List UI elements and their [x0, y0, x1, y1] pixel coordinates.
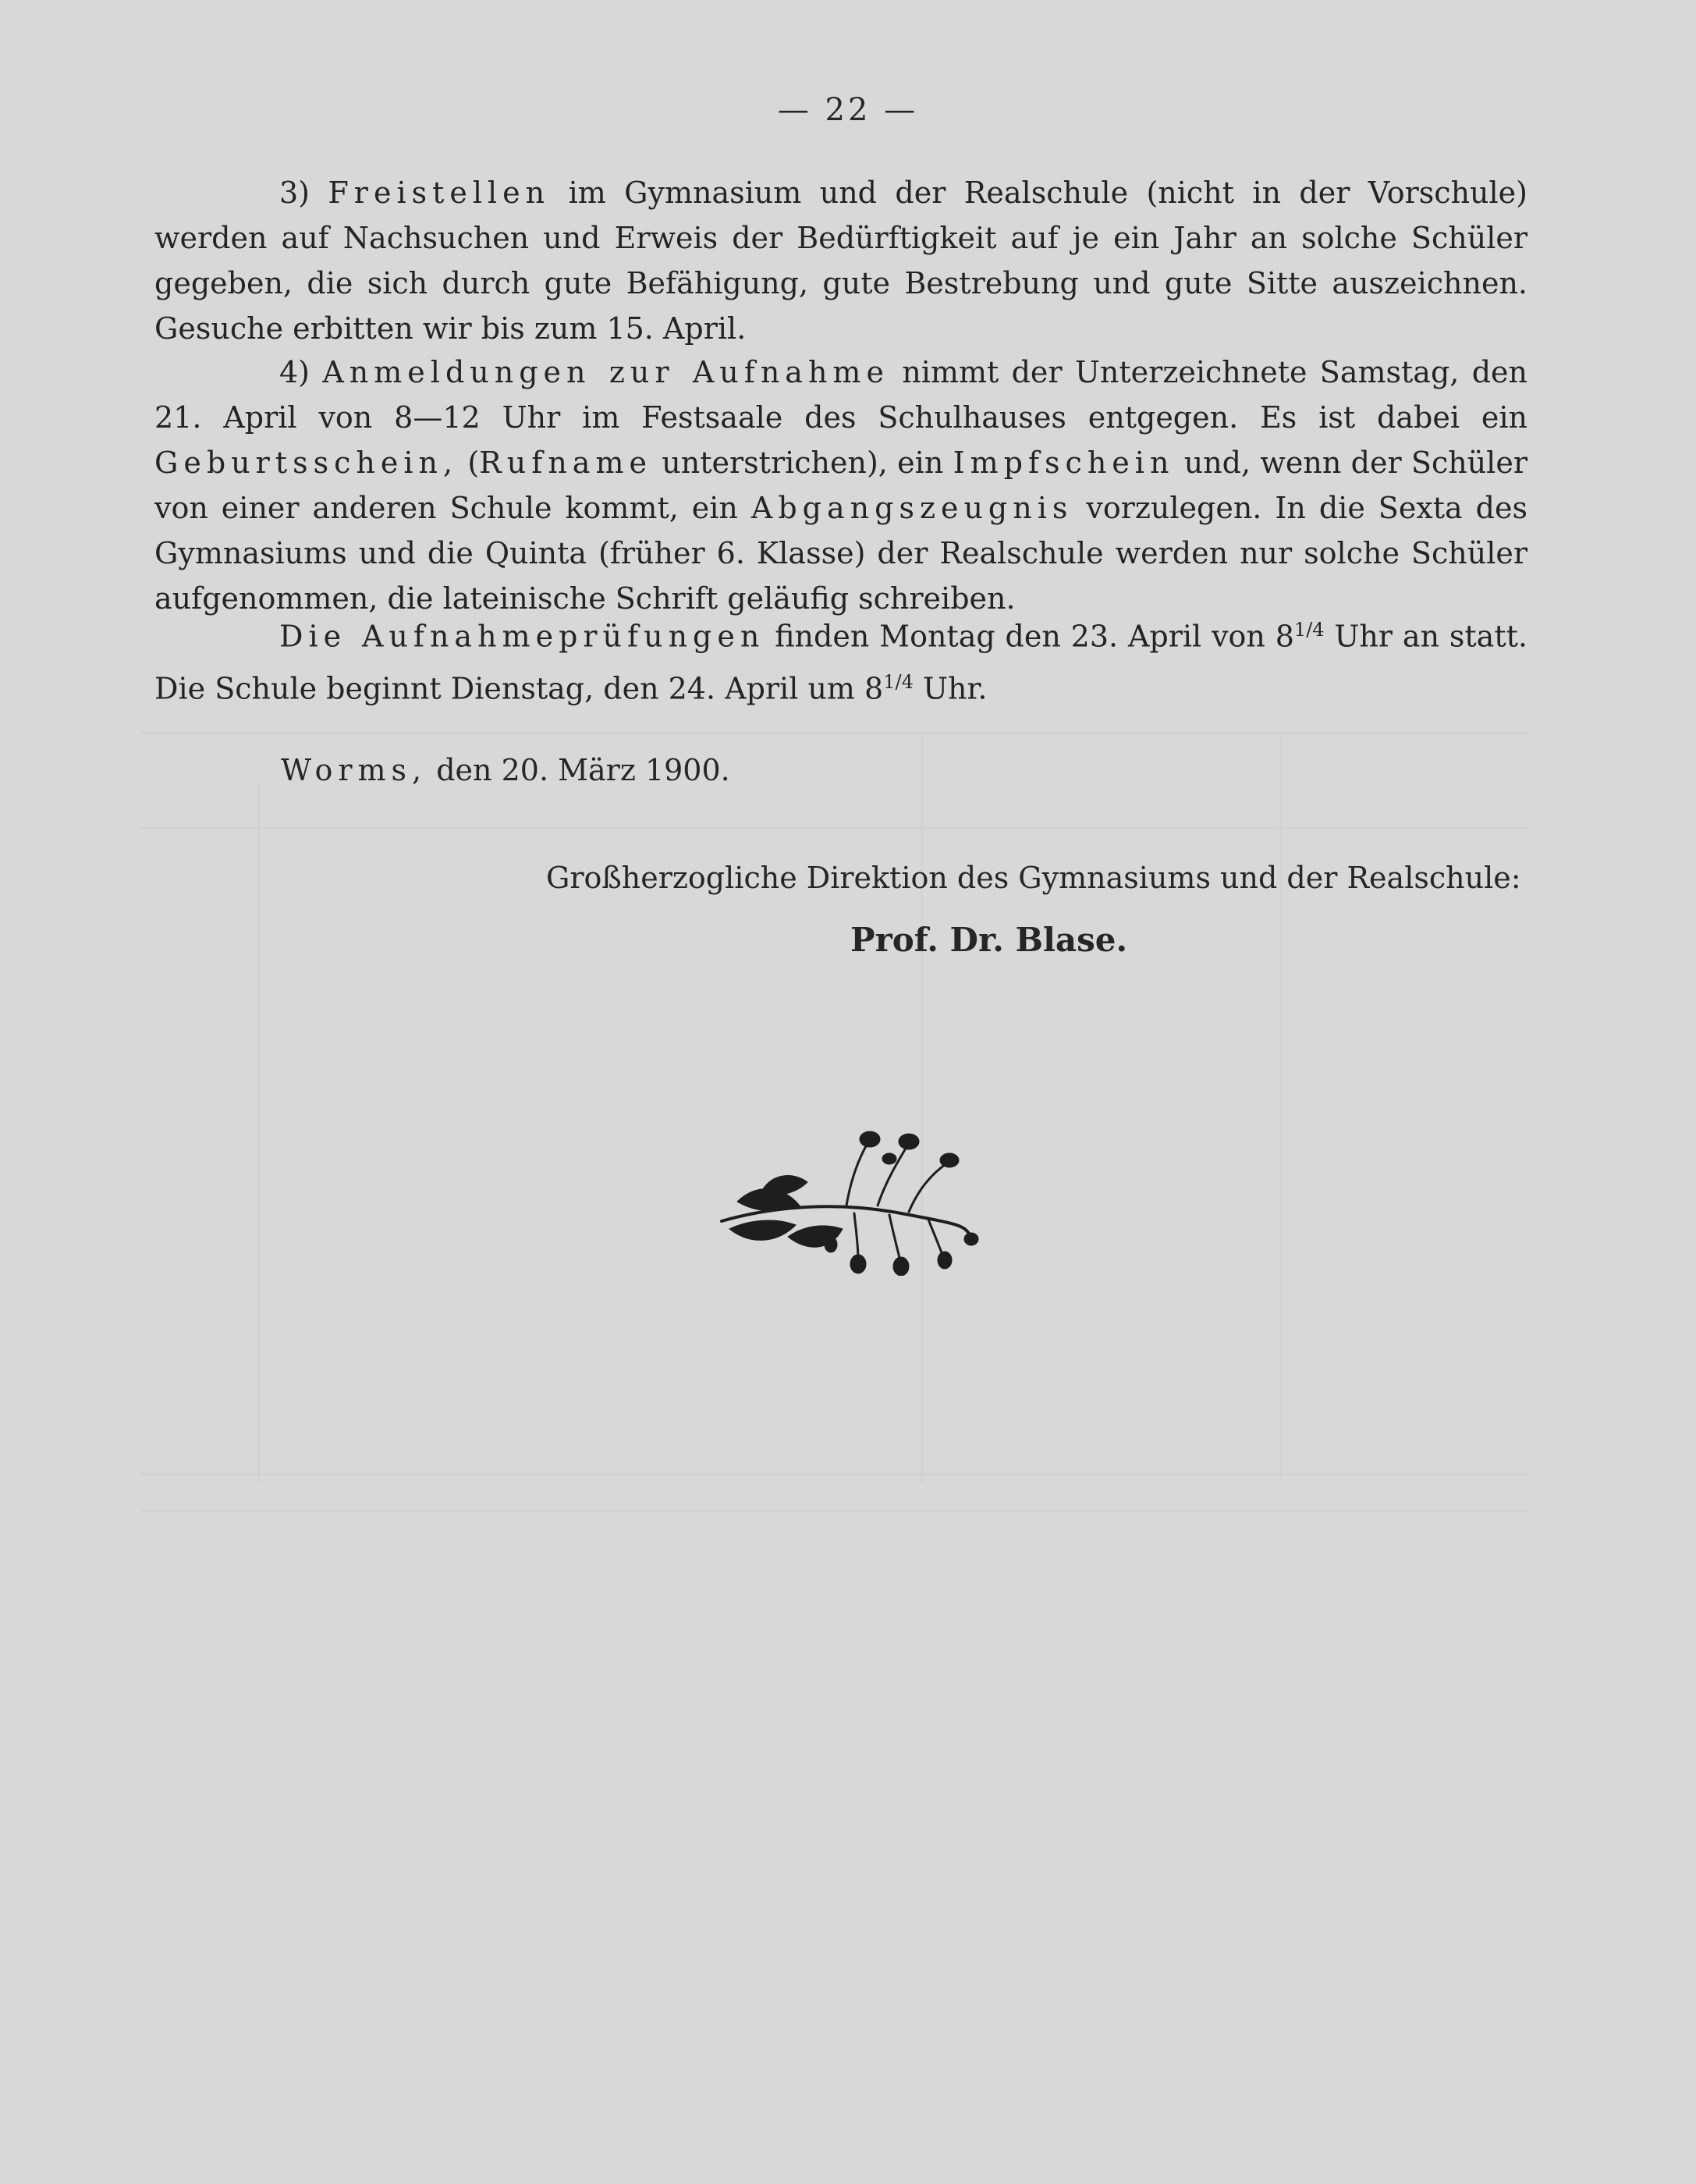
exams-text: Uhr an statt. Die Schule beginnt Dienstag, den 24. April um 8: [154, 619, 1527, 706]
exams-fraction: 1/4: [1293, 619, 1325, 641]
signature-name: Prof. Dr. Blase.: [850, 921, 1128, 959]
section-3: [154, 170, 1527, 351]
section-4-text: nimmt der Unterzeichnete Samstag, den 21. April von 8—12 Uhr im Festsaale des Schulhauses entgegen. Es ist dabei ein: [154, 355, 1527, 435]
bleed-through-rule: [140, 1510, 1529, 1512]
exams-fraction: 1/4: [883, 670, 914, 693]
bleed-through-rule: [140, 1473, 1529, 1476]
date: den 20. März 1900.: [436, 753, 730, 787]
floral-branch-icon: [714, 1128, 979, 1276]
bleed-through-rule: [1279, 733, 1282, 1483]
section-4-text: (: [467, 446, 480, 480]
section-4-number: 4): [279, 355, 310, 389]
section-3-text: im Gymnasium und der Realschule (nicht in der Vorschule) werden auf Nachsuchen und Erweis der Bedürftigkeit auf je ein Jahr an solche Schüler gegeben, die sich durch gute Befähigung, gute Bestrebung und gute Sitte auszeichnen. Gesuche erbitten wir bis zum 15. April.: [154, 176, 1527, 346]
keyword-impfschein: Impfschein: [953, 446, 1175, 480]
section-4-text: unterstrichen), ein: [662, 446, 944, 480]
exams-paragraph: [154, 607, 1527, 711]
signatory-line: Großherzogliche Direktion des Gymnasiums und der Realschule:: [546, 861, 1521, 895]
section-3-number: 3): [279, 176, 310, 210]
section-4-text: und, wenn der Schüler von einer anderen Schule kommt, ein: [154, 446, 1527, 525]
exams-text: finden Montag den 23. April von 8: [775, 619, 1294, 654]
page-number: — 22 —: [777, 92, 919, 128]
bleed-through-rule: [921, 733, 923, 1483]
keyword-rufname: Rufname: [479, 446, 652, 480]
section-4-keyword: Anmeldungen zur Aufnahme: [322, 355, 889, 389]
keyword-abgangszeugnis: Abgangszeugnis: [750, 491, 1073, 525]
place: Worms,: [281, 753, 428, 787]
bleed-through-rule: [140, 827, 1529, 829]
bleed-through-rule: [140, 732, 1529, 734]
section-3-keyword: Freistellen: [328, 176, 551, 210]
exams-text: Uhr.: [922, 671, 988, 706]
bleed-through-rule: [257, 780, 260, 1483]
section-4: [154, 350, 1527, 621]
place-date: [281, 753, 730, 787]
keyword-geburtsschein: Geburtsschein,: [154, 446, 459, 480]
section-4-text: vorzulegen. In die Sexta des Gymnasiums und die Quinta (früher 6. Klasse) der Realschule werden nur solche Schüler aufgenommen, die lateinische Schrift geläufig schreiben.: [154, 491, 1527, 616]
exams-keyword: Die Aufnahmeprüfungen: [279, 619, 765, 654]
